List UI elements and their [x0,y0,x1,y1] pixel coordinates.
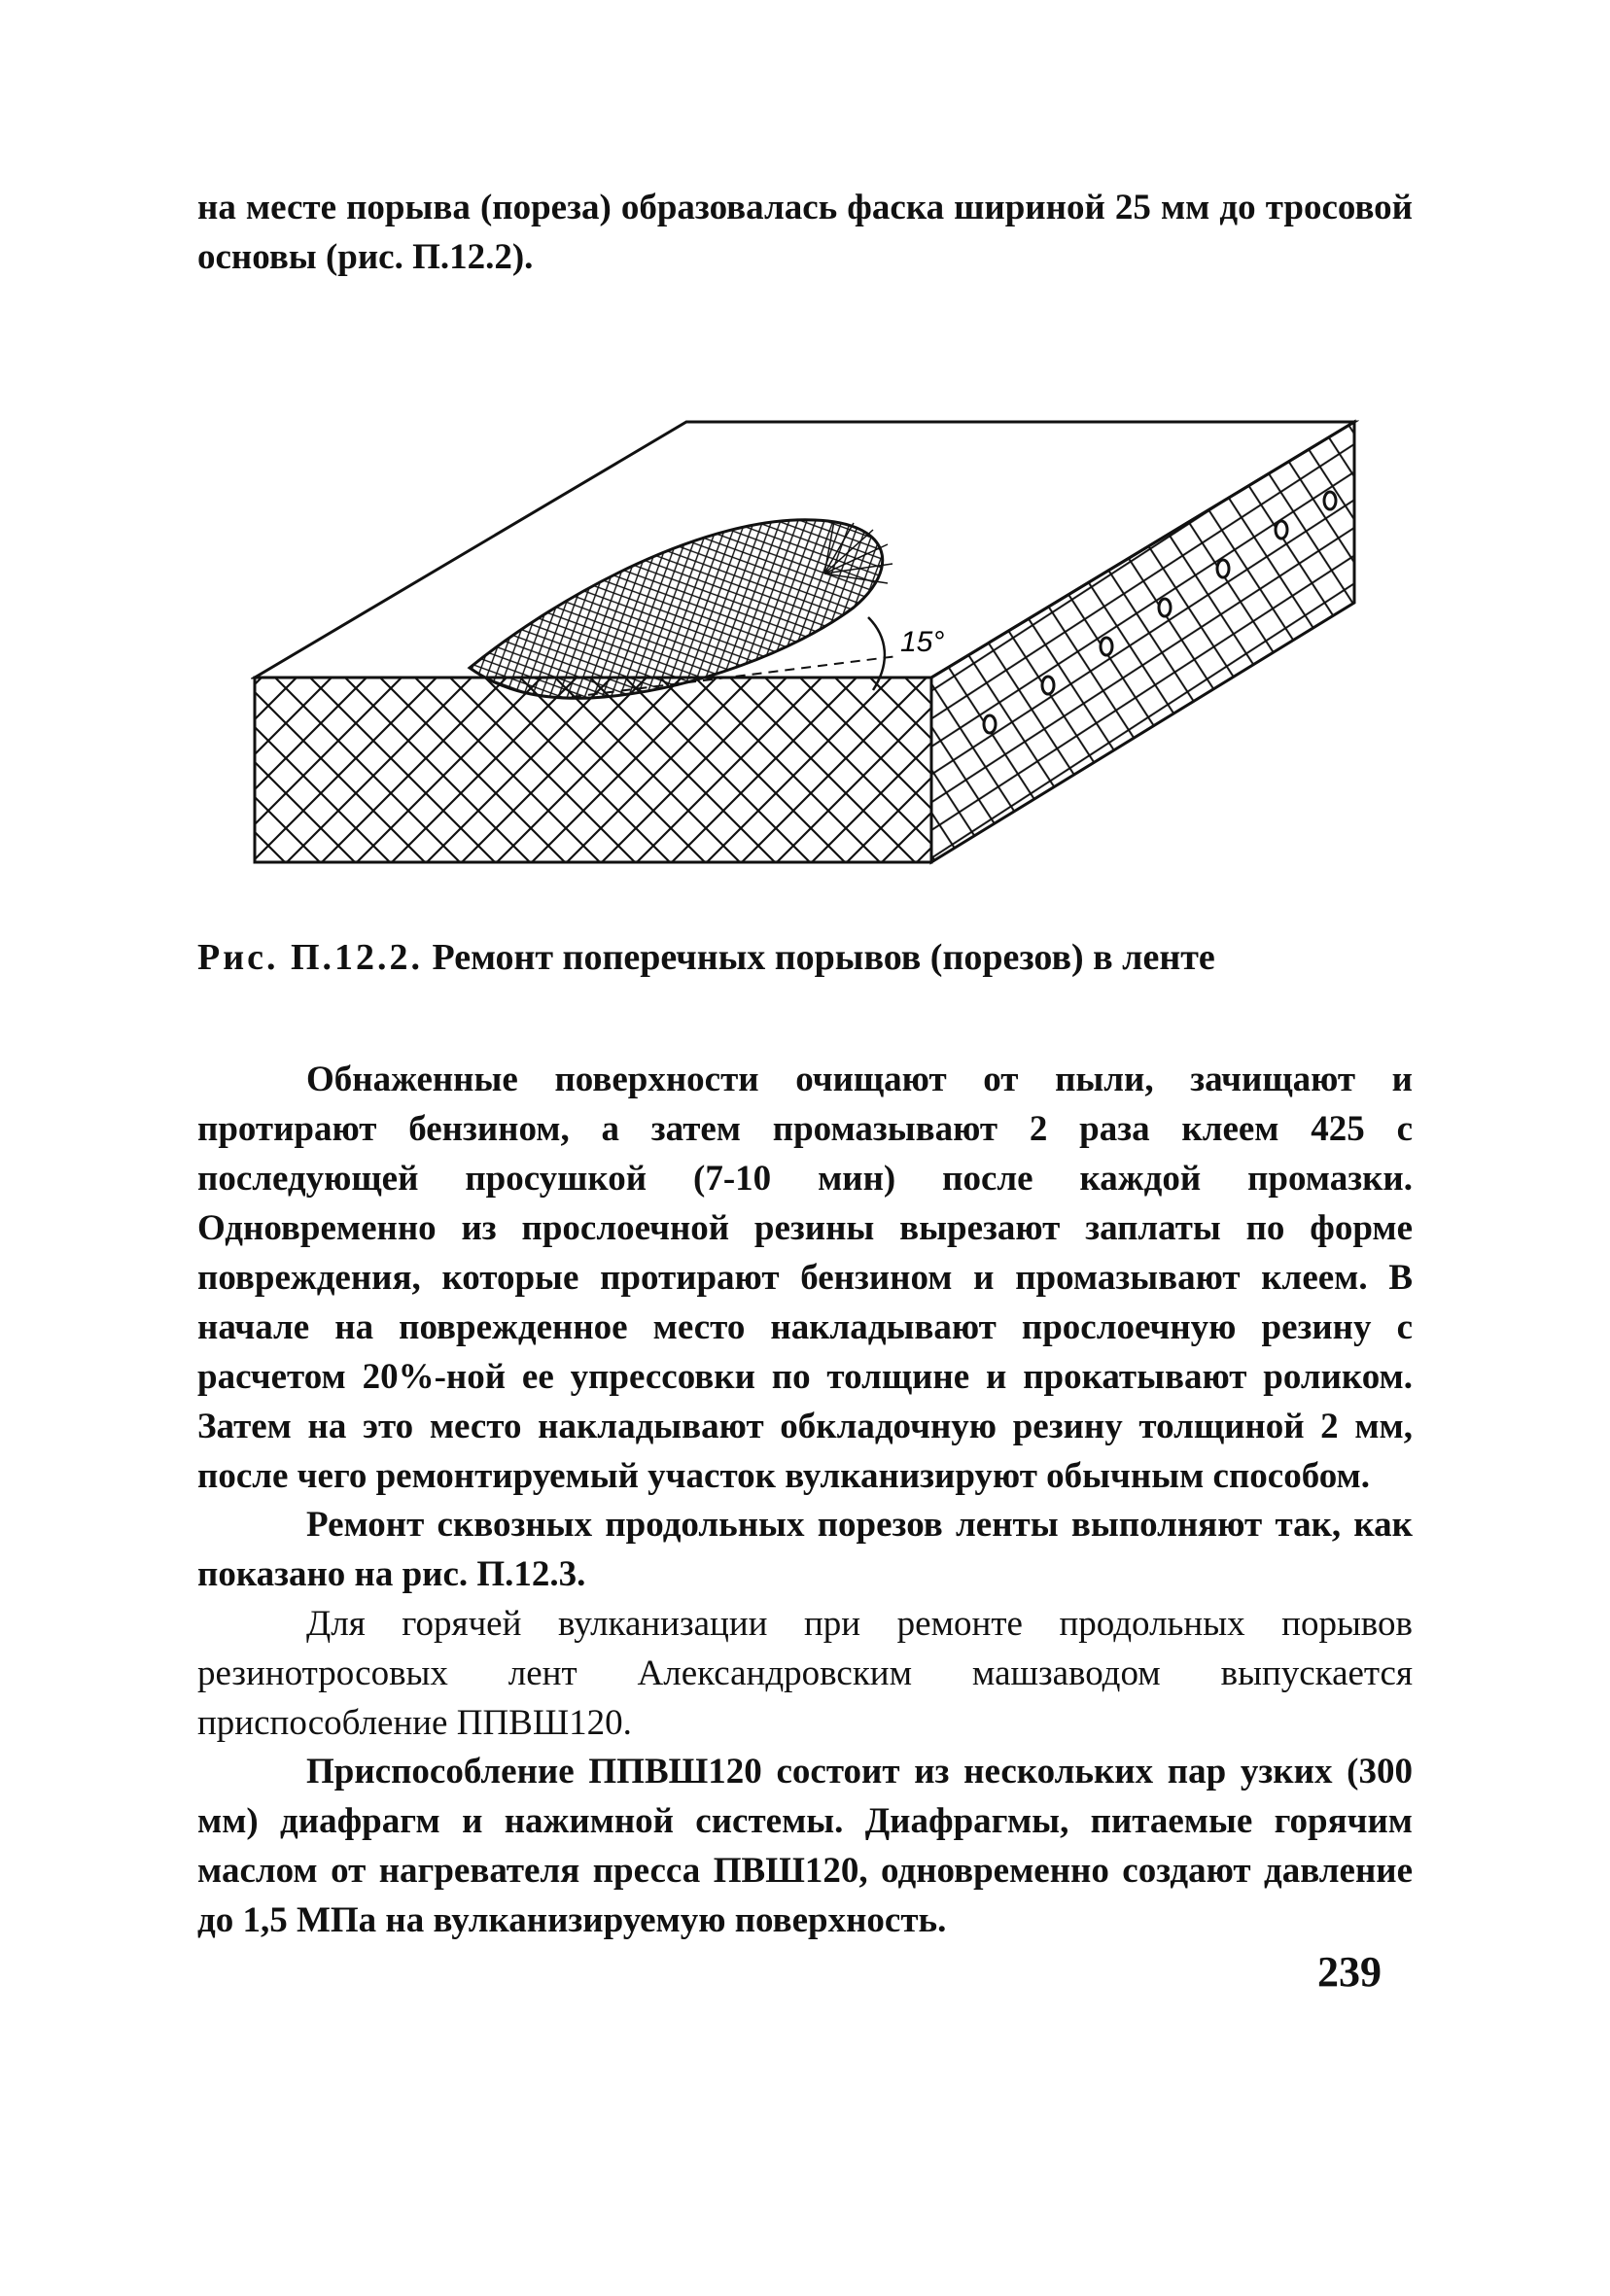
belt-repair-figure [251,408,1359,865]
belt-front-face [255,678,931,862]
intro-paragraph: на месте порыва (пореза) образовалась фаска шириной 25 мм до тросовой основы (рис. П.12.2). [197,188,1413,277]
caption-text: Ремонт поперечных порывов (порезов) в ленте [432,937,1215,978]
body-paragraph: Ремонт сквозных продольных порезов ленты выполняют так, как показано на рис. П.12.3. [197,1505,1413,1594]
caption-label: Рис. П.12.2. [197,937,424,978]
body-paragraph: Для горячей вулканизации при ремонте продольных порывов резинотросовых лент Александровским машзаводом выпускается приспособление ППВШ120. [197,1604,1413,1743]
figure-caption [197,936,1413,979]
body-paragraph: Приспособление ППВШ120 состоит из нескольких пар узких (300 мм) диафрагм и нажимной системы. Диафрагмы, питаемые горячим маслом от нагревателя пресса ПВШ120, одновременно создают давление до 1,5 МПа на вулканизируемую поверхность. [197,1752,1413,1940]
page-number: 239 [1317,1948,1382,1996]
angle-label: 15° [900,626,945,658]
body-paragraph: Обнаженные поверхности очищают от пыли, зачищают и протирают бензином, а затем промазывают 2 раза клеем 425 с последующей просушкой (7-10 мин) после каждой промазки. Одновременно из прослоечной резины вырезают заплаты по форме повреждения, которые протирают бензином и промазывают клеем. В начале на поврежденное место накладывают прослоечную резину с расчетом 20%-ной ее упрессовки по толщине и прокатывают роликом. Затем на это место накладывают обкладочную резину толщиной 2 мм, после чего ремонтируемый участок вулканизируют обычным способом. [197,1060,1413,1496]
